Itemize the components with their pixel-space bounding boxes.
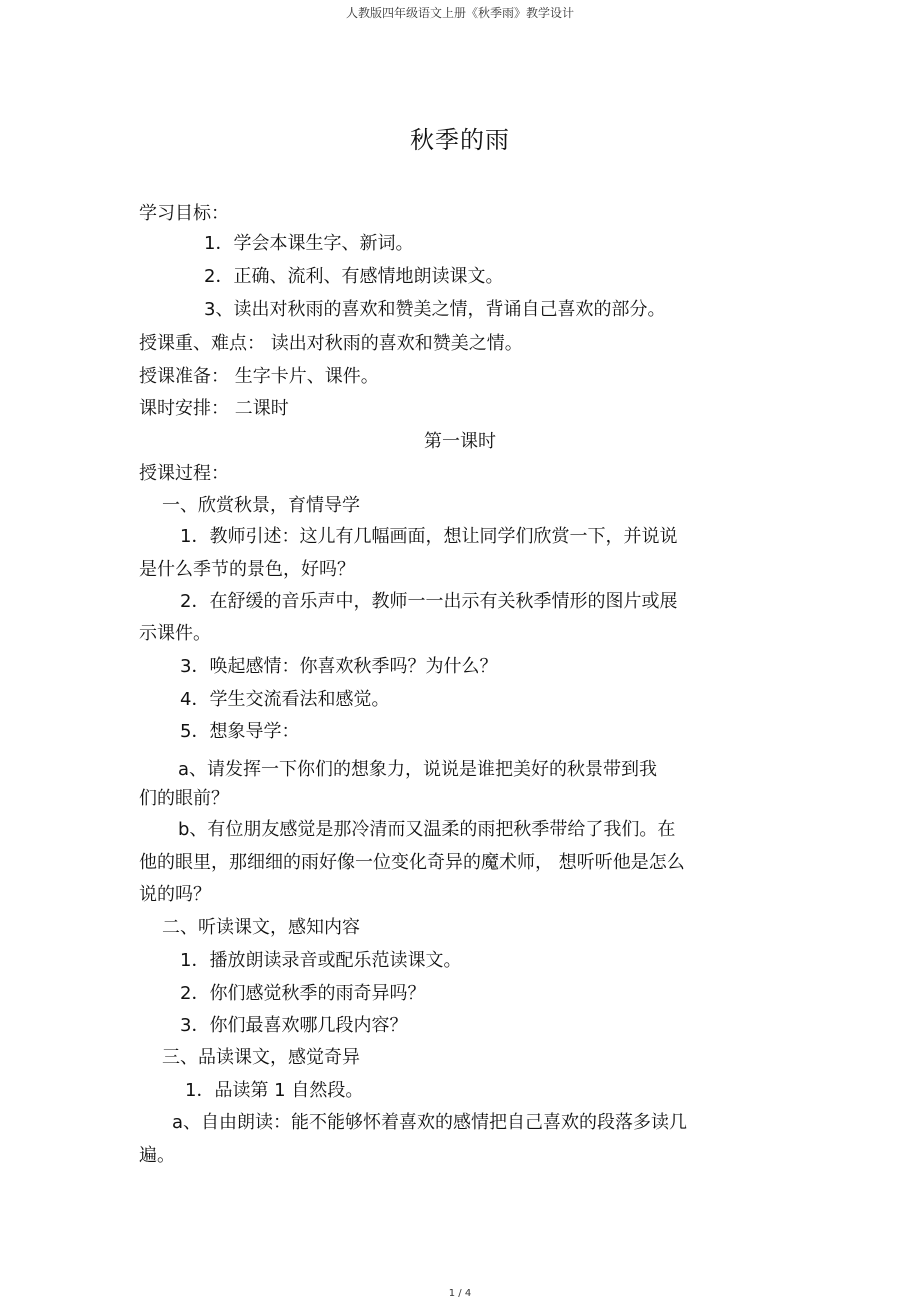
text-line: 他的眼里，那细细的雨好像一位变化奇异的魔术师， 想听听他是怎么: [139, 852, 685, 873]
text-line: 授课重、难点： 读出对秋雨的喜欢和赞美之情。: [139, 333, 523, 354]
text-line: 1．品读第 1 自然段。: [185, 1080, 364, 1101]
text-line: 说的吗？: [139, 884, 211, 905]
text-line: b、有位朋友感觉是那冷清而又温柔的雨把秋季带给了我们。在: [178, 819, 676, 840]
text-line: 3．唤起感情：你喜欢秋季吗？为什么？: [180, 656, 498, 677]
text-line: 1．学会本课生字、新词。: [204, 233, 414, 254]
section-heading: 第一课时: [424, 431, 496, 452]
text-line: 2．正确、流利、有感情地朗读课文。: [204, 266, 504, 287]
text-line: 1．播放朗读录音或配乐范读课文。: [180, 950, 462, 971]
text-line: 2．在舒缓的音乐声中，教师一一出示有关秋季情形的图片或展: [180, 591, 678, 612]
text-line: 3．你们最喜欢哪几段内容？: [180, 1015, 408, 1036]
text-line: 3、读出对秋雨的喜欢和赞美之情，背诵自己喜欢的部分。: [204, 299, 666, 320]
text-line: 授课过程：: [139, 463, 229, 484]
text-line: 二、听读课文，感知内容: [162, 917, 360, 938]
document-title: 秋季的雨: [410, 126, 510, 154]
text-line: 遍。: [139, 1145, 175, 1166]
text-line: 授课准备： 生字卡片、课件。: [139, 366, 379, 387]
text-line: a、请发挥一下你们的想象力，说说是谁把美好的秋景带到我: [178, 759, 658, 780]
page-number: 1 / 4: [448, 1288, 472, 1299]
text-line: 5．想象导学：: [180, 721, 300, 742]
text-line: 三、品读课文，感觉奇异: [162, 1047, 360, 1068]
text-line: 们的眼前？: [139, 788, 229, 809]
text-line: 4．学生交流看法和感觉。: [180, 689, 390, 710]
text-line: a、自由朗读：能不能够怀着喜欢的感情把自己喜欢的段落多读几: [172, 1112, 688, 1133]
text-line: 1．教师引述：这儿有几幅画面，想让同学们欣赏一下，并说说: [180, 526, 678, 547]
page-header: 人教版四年级语文上册《秋季雨》教学设计: [345, 6, 574, 20]
text-line: 2．你们感觉秋季的雨奇异吗？: [180, 983, 426, 1004]
text-line: 课时安排： 二课时: [139, 398, 289, 419]
text-line: 示课件。: [139, 623, 211, 644]
text-line: 一、欣赏秋景，育情导学: [162, 495, 360, 516]
text-line: 是什么季节的景色，好吗？: [139, 559, 355, 580]
text-line: 学习目标：: [139, 203, 229, 224]
